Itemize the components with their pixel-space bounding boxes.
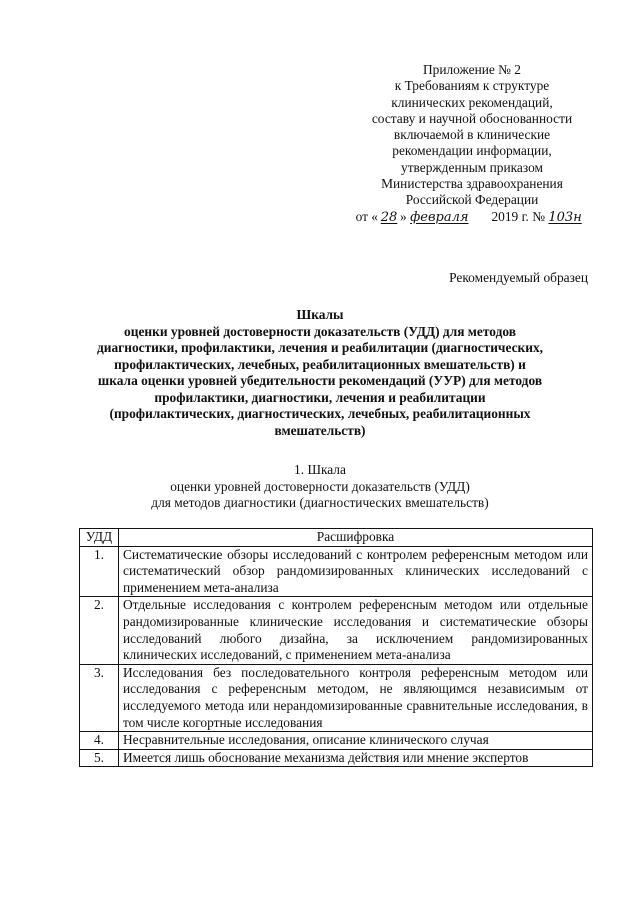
section-line: оценки уровней достоверности доказательств (УДД) [170,478,470,494]
row-number: 1. [80,546,119,597]
row-description: Исследования без последовательного контроля референсным методом или исследования с референсным методом, не являющимся независимым от исследуемого метода или нерандомизированные сравнительные исследования, в том числе когортные исследования [119,664,593,731]
row-description: Несравнительные исследования, описание клинического случая [119,732,593,750]
row-number: 5. [80,749,119,767]
table-row [80,597,593,664]
appendix-line: включаемой в клинические [393,127,551,143]
appendix-line: рекомендации информации, [392,143,552,159]
title-line: Шкалы [296,307,344,322]
row-description: Отдельные исследования с контролем референсным методом или отдельные рандомизированные клинические исследования и систематические обзоры исследований любого дизайна, за исключением рандомизированных клинических исследований, с применением мета-анализа [119,597,593,664]
title-line: профилактических, лечебных, реабилитационных вмешательств) и [114,356,526,372]
section-line: для методов диагностики (диагностических вмешательств) [151,495,489,510]
document-title [40,307,600,439]
appendix-line: клинических рекомендаций, [391,94,553,110]
appendix-block [338,62,606,226]
section-heading [40,462,600,512]
row-number: 2. [80,597,119,664]
table-row [80,546,593,597]
appendix-line: составу и научной обоснованности [371,110,573,126]
order-number: 103н [548,209,582,225]
order-year: 2019 г. № [491,208,546,224]
appendix-line: к Требованиям к структуре [394,78,550,94]
appendix-line: Приложение № 2 [422,62,522,77]
order-month: февраля [410,209,469,225]
order-prefix: от « [355,208,379,224]
section-line: 1. Шкала [294,462,346,477]
order-line [338,209,606,226]
appendix-line: Министерства здравоохранения [381,176,563,192]
row-number: 3. [80,664,119,731]
header-description: Расшифровка [119,529,593,547]
udd-table [79,528,593,767]
title-line: (профилактических, диагностических, лечебных, реабилитационных [109,406,531,421]
table-row [80,664,593,731]
table-header-row [80,529,593,547]
sample-label: Рекомендуемый образец [449,270,588,285]
table-row [80,749,593,767]
appendix-line: Российской Федерации [405,192,539,208]
appendix-line: утвержденным приказом [401,159,543,175]
row-description: Имеется лишь обоснование механизма действия или мнение экспертов [119,749,593,767]
order-mid: » [400,208,407,224]
title-line: оценки уровней достоверности доказательств (УДД) для методов [124,323,516,339]
title-line: вмешательств) [274,422,366,438]
table-row [80,732,593,750]
title-line: шкала оценки уровней убедительности рекомендаций (УУР) для методов [97,373,543,388]
header-udd: УДД [80,529,119,547]
order-day: 28 [380,209,398,225]
row-number: 4. [80,732,119,750]
row-description: Систематические обзоры исследований с контролем референсным методом или систематический обзор рандомизированных клинических исследований с применением мета-анализа [119,546,593,597]
title-line: диагностики, профилактики, лечения и реабилитации (диагностических, [96,340,544,355]
title-line: профилактики, диагностики, лечения и реабилитации [154,389,486,405]
